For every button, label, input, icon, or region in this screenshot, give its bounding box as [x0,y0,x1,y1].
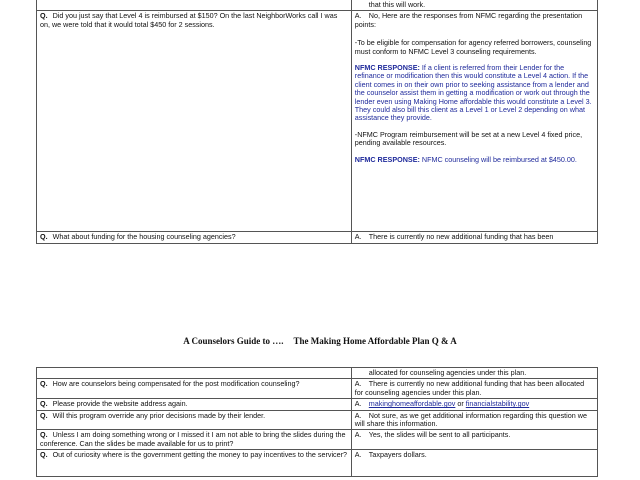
question-text: Out of curiosity where is the government getting the money to pay incentives to the servicer? [52,450,348,460]
answer-cell [351,11,597,232]
question-marker: Q. [40,430,48,440]
link-joiner: or [457,399,464,409]
table-row-top-fragment [37,0,598,11]
page-title-part1: A Counselors Guide to …. [183,336,284,346]
answer-text: There is currently no new additional funding that has been allocated for counseling agencies under this plan. [354,379,585,397]
answer-marker: A. [354,450,362,460]
question-marker: Q. [40,399,48,409]
answer-marker: A. [354,232,362,242]
question-marker: Q. [40,11,48,21]
nfmc-response-label: NFMC RESPONSE: [354,63,420,73]
answer-point: -NFMC Program reimbursement will be set at a new Level 4 fixed price, pending available resources. [354,129,583,148]
answer-marker: A. [354,399,362,409]
answer-cell [351,379,597,399]
nfmc-response-text: If a client is referred from their Lender for the refinance or modification then this would constitute a Level 4 action. If the client comes in on their own prior to seeking assistance from a lender and the counselor assist them in getting a modification or work out through the lender even using Making Home affordable this would constitute a Level 3. They could also bill this client as a Level 1 or Level 2 depending on what assistance they provide. [354,63,592,123]
answer-text: Yes, the slides will be sent to all participants. [368,430,511,440]
table-row [37,450,598,477]
answer-text: that this will work. [368,0,426,9]
answer-cell [351,430,597,450]
question-text: Unless I am doing something wrong or I missed it I am not able to bring the slides during the conference. Can the slides be made available for us to print? [40,430,346,448]
nfmc-response-text: NFMC counseling will be reimbursed at $450.00. [421,154,577,164]
answer-text: No, Here are the responses from NFMC regarding the presentation points: [354,11,583,29]
question-cell [37,11,352,232]
question-cell [37,430,352,450]
question-marker: Q. [40,232,48,242]
table-row [37,232,598,243]
answer-marker: A. [354,379,362,389]
question-text: Will this program override any prior decisions made by their lender. [52,410,266,420]
answer-marker: A. [354,430,362,440]
answer-cell [351,232,597,243]
question-text: Did you just say that Level 4 is reimbursed at $150? On the last NeighborWorks call I was on, we were told that it would total $450 for 2 sessions. [40,11,338,29]
answer-cell [351,0,597,11]
qa-table-page2 [36,367,598,477]
question-cell [37,450,352,477]
nfmc-response [355,64,594,123]
question-cell [37,368,352,379]
page-title-part2: The Making Home Affordable Plan Q & A [293,336,457,346]
question-text: Please provide the website address again. [52,399,188,409]
answer-text: allocated for counseling agencies under this plan. [368,368,527,377]
question-marker: Q. [40,450,48,460]
question-cell [37,232,352,243]
question-marker: Q. [40,410,48,420]
table-row [37,379,598,399]
answer-cell [351,399,597,410]
answer-cell [351,410,597,430]
answer-point: -To be eligible for compensation for agency referred borrowers, counseling must conform to NFMC Level 3 counseling requirements. [354,38,592,56]
question-marker: Q. [40,379,48,389]
question-cell [37,0,352,11]
answer-text: There is currently no new additional funding that has been [368,232,554,242]
table-row [37,399,598,410]
question-text: What about funding for the housing counseling agencies? [52,232,236,242]
answer-cell [351,368,597,379]
table-row-continuation [37,368,598,379]
question-cell [37,410,352,430]
question-cell [37,399,352,410]
page-title [0,336,640,346]
answer-marker: A. [354,11,362,21]
qa-table-page1 [36,0,598,244]
table-row [37,430,598,450]
answer-text: Taxpayers dollars. [368,450,427,460]
answer-marker: A. [354,410,362,420]
table-row [37,11,598,232]
answer-cell [351,450,597,477]
website-link[interactable]: makinghomeaffordable.gov [368,399,456,409]
answer-text: Not sure, as we get additional information regarding this question we will share this information. [354,410,587,429]
website-link[interactable]: financialstability.gov [465,399,530,409]
nfmc-response [355,156,594,164]
question-cell [37,379,352,399]
nfmc-response-label: NFMC RESPONSE: [354,154,420,164]
table-row [37,410,598,430]
question-text: How are counselors being compensated for the post modification counseling? [52,379,300,389]
